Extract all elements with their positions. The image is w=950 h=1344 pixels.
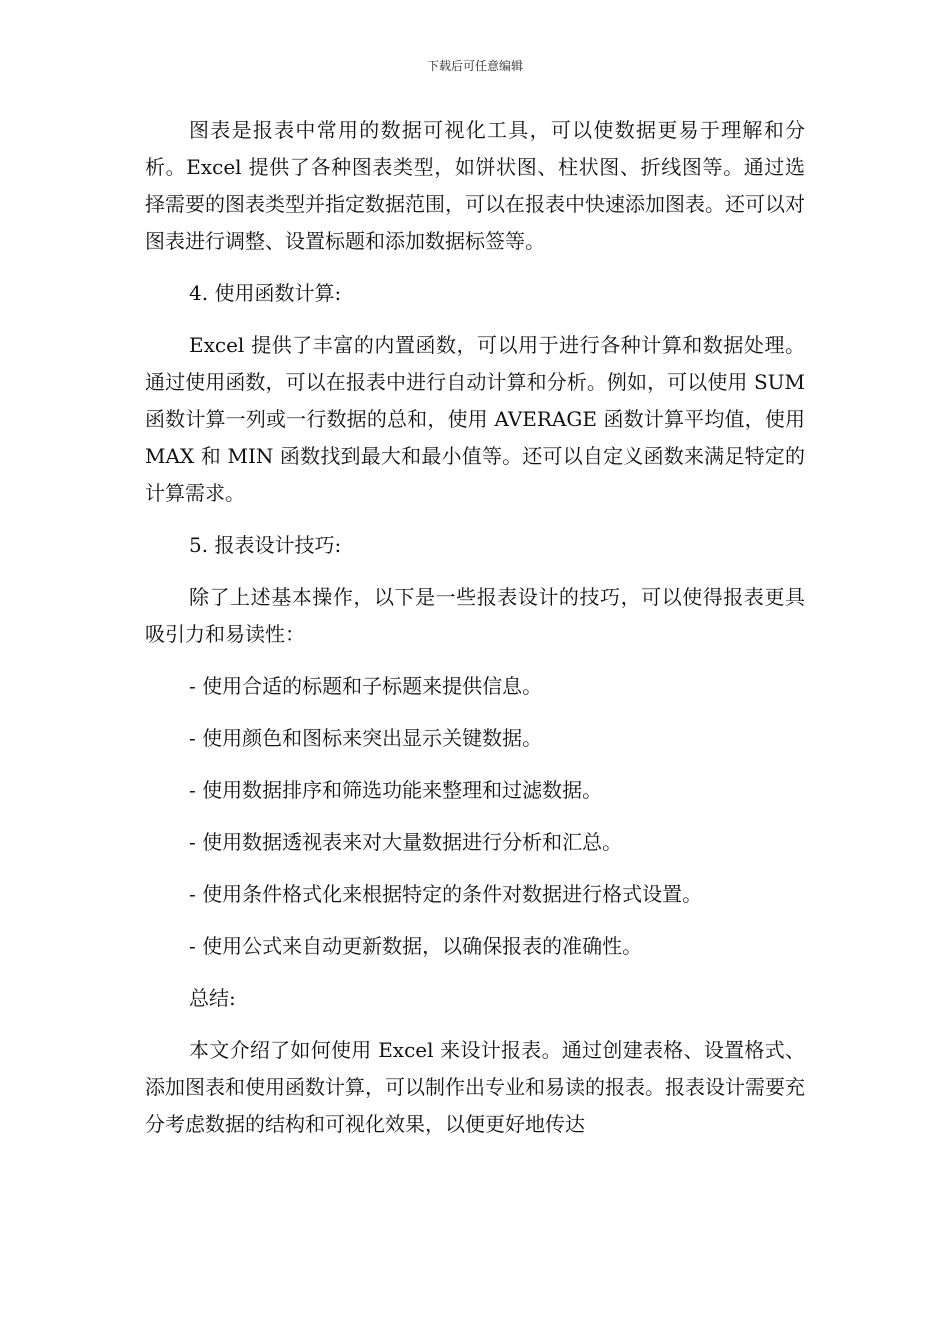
tip-item: - 使用数据透视表来对大量数据进行分析和汇总。: [189, 830, 623, 854]
paragraph-design-tips-intro: 除了上述基本操作，以下是一些报表设计的技巧，可以使得报表更具吸引力和易读性：: [145, 585, 805, 646]
tip-item: - 使用公式来自动更新数据，以确保报表的准确性。: [189, 934, 643, 958]
section-heading-design-tips: 5. 报表设计技巧:: [189, 533, 342, 557]
paragraph-functions: Excel 提供了丰富的内置函数，可以用于进行各种计算和数据处理。通过使用函数，可以在报表中进行自动计算和分析。例如，可以使用 SUM 函数计算一列或一行数据的总和，使用 AVERAGE 函数计算平均值，使用 MAX 和 MIN 函数找到最大和最小值等。还可以自定义函数来满足特定的计算需求。: [145, 333, 805, 505]
summary-heading: 总结:: [189, 986, 236, 1010]
tip-item: - 使用颜色和图标来突出显示关键数据。: [189, 726, 543, 750]
tip-item: - 使用数据排序和筛选功能来整理和过滤数据。: [189, 778, 603, 802]
paragraph-charts: 图表是报表中常用的数据可视化工具，可以使数据更易于理解和分析。Excel 提供了各种图表类型，如饼状图、柱状图、折线图等。通过选择需要的图表类型并指定数据范围，可以在报表中快速添加图表。还可以对图表进行调整、设置标题和添加数据标签等。: [145, 118, 805, 253]
tip-item: - 使用条件格式化来根据特定的条件对数据进行格式设置。: [189, 882, 703, 906]
tip-item: - 使用合适的标题和子标题来提供信息。: [189, 674, 543, 698]
section-heading-functions: 4. 使用函数计算:: [189, 281, 342, 305]
document-body: [145, 112, 805, 1158]
paragraph-summary: 本文介绍了如何使用 Excel 来设计报表。通过创建表格、设置格式、添加图表和使用函数计算，可以制作出专业和易读的报表。报表设计需要充分考虑数据的结构和可视化效果，以便更好地传达: [145, 1038, 805, 1136]
page-header: 下载后可任意编辑: [426, 59, 523, 73]
